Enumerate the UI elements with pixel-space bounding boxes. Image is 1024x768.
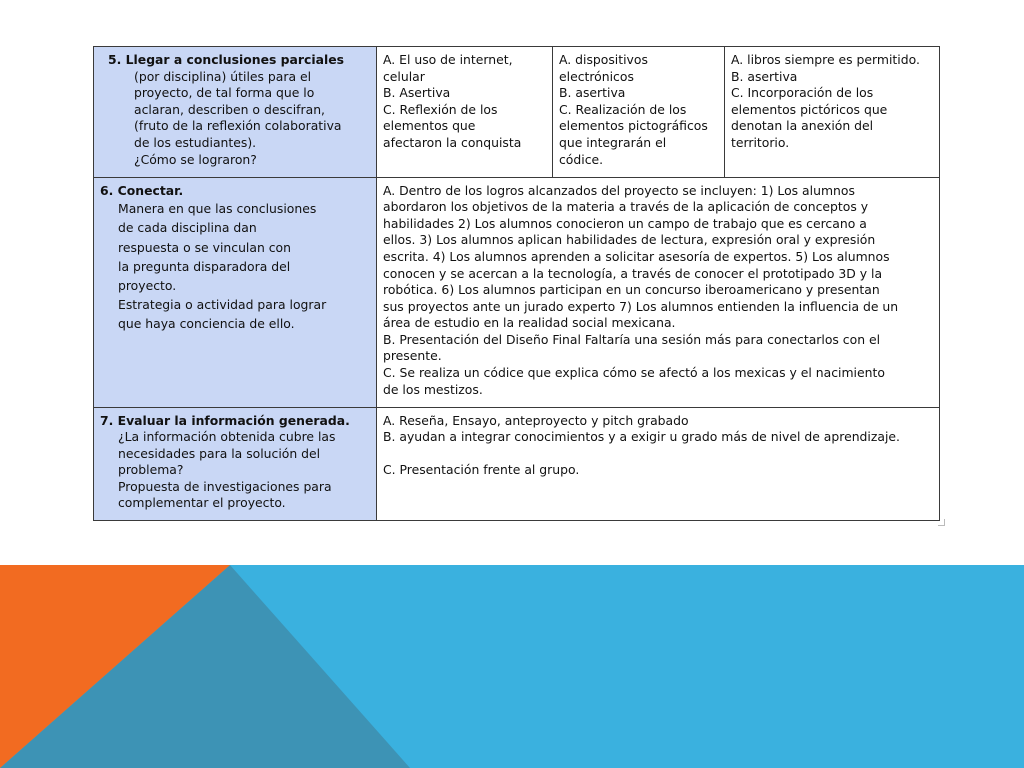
answer-line: elementos que (383, 118, 476, 134)
answer-cell (377, 177, 940, 407)
stage-line: de cada disciplina dan (118, 220, 257, 236)
stage-line: (fruto de la reflexión colaborativa (134, 118, 342, 134)
answer-line: A. El uso de internet, (383, 52, 513, 67)
answer-line: ellos. 3) Los alumnos aplican habilidades de lectura, expresión oral y expresión (383, 232, 876, 248)
table-row (94, 47, 940, 178)
stage-line: aclaran, describen o descifran, (134, 101, 325, 117)
answer-line: que integrarán el (559, 134, 667, 150)
stage-cell-5 (94, 47, 377, 178)
answer-line: área de estudio en la realidad social mexicana. (383, 315, 676, 331)
answer-line: códice. (559, 151, 604, 167)
answer-line: sus proyectos ante un jurado experto 7) Los alumnos entienden la influencia de un (383, 298, 899, 314)
answer-line: robótica. 6) Los alumnos participan en un concurso iberoamericano y presentan (383, 282, 880, 298)
stage-line: que haya conciencia de ello. (118, 316, 295, 332)
stage-title: 5. Llegar a conclusiones parciales (108, 52, 344, 67)
stage-line: (por disciplina) útiles para el (134, 68, 312, 84)
stage-line: complementar el proyecto. (118, 495, 286, 511)
stage-title: 7. Evaluar la información generada. (100, 412, 350, 428)
stage-line: Propuesta de investigaciones para (118, 478, 332, 494)
table-corner-mark (938, 519, 945, 526)
stage-cell-6 (94, 177, 377, 407)
answer-cell (377, 47, 553, 178)
answer-line: denotan la anexión del (731, 118, 874, 134)
decorative-footer-shapes (0, 565, 1024, 768)
answer-line: afectaron la conquista (383, 134, 522, 150)
answer-line: B. Presentación del Diseño Final Faltaría una sesión más para conectarlos con el (383, 331, 881, 347)
planning-table (93, 46, 940, 521)
stage-line: proyecto, de tal forma que lo (134, 85, 315, 101)
answer-line: celular (383, 68, 425, 84)
answer-cell (725, 47, 940, 178)
stage-line: ¿La información obtenida cubre las (118, 429, 336, 445)
stage-line: problema? (118, 462, 184, 478)
answer-line: C. Reflexión de los (383, 101, 498, 117)
answer-line: habilidades 2) Los alumnos conocieron un campo de trabajo que es cercano a (383, 215, 867, 231)
answer-line: B. ayudan a integrar conocimientos y a exigir u grado más de nivel de aprendizaje. (383, 429, 900, 445)
stage-line: de los estudiantes). (134, 134, 257, 150)
answer-line: conocen y se acercan a la tecnología, a través de conocer el prototipado 3D y la (383, 265, 883, 281)
answer-line: escrita. 4) Los alumnos aprenden a solicitar asesoría de expertos. 5) Los alumnos (383, 248, 890, 264)
answer-line: C. Se realiza un códice que explica cómo se afectó a los mexicas y el nacimiento (383, 365, 885, 381)
answer-line: A. Reseña, Ensayo, anteproyecto y pitch grabado (383, 412, 689, 428)
stage-line: ¿Cómo se lograron? (134, 151, 257, 167)
answer-line: presente. (383, 348, 442, 364)
stage-line: respuesta o se vinculan con (118, 239, 291, 255)
answer-line: B. asertiva (559, 85, 626, 101)
table-row (94, 177, 940, 407)
blank-line (383, 446, 934, 463)
stage-title: 6. Conectar. (100, 182, 184, 198)
answer-line: B. Asertiva (383, 85, 451, 101)
stage-line: la pregunta disparadora del (118, 258, 291, 274)
answer-line: C. Realización de los (559, 101, 687, 117)
answer-line: territorio. (731, 134, 790, 150)
stage-line: proyecto. (118, 277, 177, 293)
stage-line: Estrategia o actividad para lograr (118, 297, 327, 313)
stage-line: Manera en que las conclusiones (118, 201, 317, 217)
answer-line: elementos pictóricos que (731, 101, 888, 117)
stage-line: necesidades para la solución del (118, 445, 321, 461)
answer-line: B. asertiva (731, 68, 798, 84)
table-row (94, 407, 940, 520)
answer-line: electrónicos (559, 68, 634, 84)
answer-line: C. Presentación frente al grupo. (383, 462, 580, 478)
answer-line: A. Dentro de los logros alcanzados del proyecto se incluyen: 1) Los alumnos (383, 182, 855, 198)
answer-cell (553, 47, 725, 178)
answer-line: A. libros siempre es permitido. (731, 52, 920, 67)
answer-line: C. Incorporación de los (731, 85, 874, 101)
answer-line: elementos pictográficos (559, 118, 708, 134)
answer-line: abordaron los objetivos de la materia a través de la aplicación de conceptos y (383, 199, 869, 215)
answer-line: de los mestizos. (383, 381, 483, 397)
answer-cell (377, 407, 940, 520)
answer-line: A. dispositivos (559, 52, 648, 67)
stage-cell-7 (94, 407, 377, 520)
